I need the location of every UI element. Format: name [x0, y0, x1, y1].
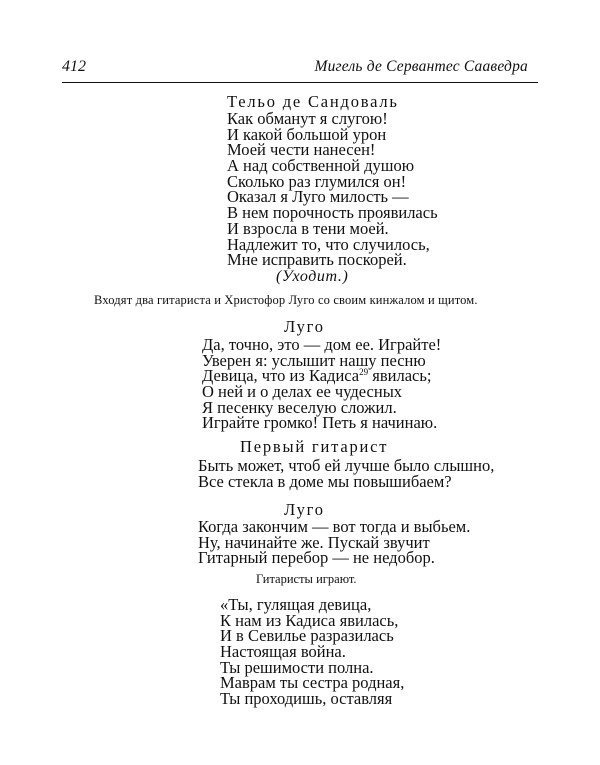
speech-block: [198, 519, 470, 566]
verse-line: Оказал я Луго милость —: [227, 187, 409, 207]
verse-line: И какой большой урон: [227, 124, 387, 144]
verse-line: И в Севилье разразилась: [220, 626, 394, 646]
verse-line: Гитарный перебор — не недобор.: [198, 548, 435, 568]
page-header: [62, 58, 538, 80]
speaker-heading: Луго: [284, 500, 325, 519]
page-number: 412: [62, 58, 86, 75]
verse-line: Быть может, чтоб ей лучше было слышно,: [198, 456, 495, 475]
verse-line: Моей чести нанесен!: [227, 140, 376, 160]
verse-line: «Ты, гулящая девица,: [220, 595, 372, 614]
verse-line: Ты решимости полна.: [220, 657, 374, 677]
speech-block: [202, 337, 441, 431]
running-head: Мигель де Сервантес Сааведра: [314, 58, 528, 75]
stage-direction: Входят два гитариста и Христофор Луго со своим кинжалом и щитом.: [94, 293, 478, 307]
exit-direction: (Уходит.): [276, 268, 349, 285]
verse-line: Как обманут я слугою!: [227, 109, 388, 128]
speaker-heading: Тельо де Сандоваль: [227, 92, 399, 111]
verse-text: Девица, что из Кадиса: [202, 366, 360, 386]
verse-line: Да, точно, это — дом ее. Играйте!: [202, 335, 442, 354]
speech-block: [227, 111, 438, 268]
verse-line: Ну, начинайте же. Пускай звучит: [198, 532, 430, 552]
verse-line: Я песенку веселую сложил.: [202, 397, 397, 417]
verse-line: Сколько раз глумился он!: [227, 171, 407, 191]
stage-direction: Гитаристы играют.: [256, 572, 357, 586]
speaker-heading: Луго: [284, 317, 325, 336]
verse-line: Маврам ты сестра родная,: [220, 673, 405, 693]
verse-line: Играйте громко! Петь я начинаю.: [202, 413, 438, 433]
footnote-mark: 29: [359, 367, 369, 378]
verse-line: А над собственной душою: [227, 156, 415, 176]
verse-line: И взросла в тени моей.: [227, 218, 389, 238]
verse-line: К нам из Кадиса явилась,: [220, 610, 399, 630]
verse-line: Настоящая война.: [220, 642, 346, 662]
verse-line: Все стекла в доме мы повышибаем?: [198, 471, 452, 491]
verse-line: В нем порочность проявилась: [227, 203, 438, 223]
speaker-heading: Первый гитарист: [240, 437, 389, 456]
verse-text: явилась;: [368, 366, 432, 386]
verse-line: Уверен я: услышит нашу песню: [202, 350, 426, 370]
verse-line: Ты проходишь, оставляя: [220, 689, 393, 709]
verse-line: Мне исправить поскорей.: [227, 250, 407, 270]
speech-block: [198, 458, 494, 489]
header-rule: [62, 82, 538, 83]
verse-line: Когда закончим — вот тогда и выбьем.: [198, 517, 471, 536]
verse-line: О ней и о делах ее чудесных: [202, 382, 403, 402]
verse-line: Надлежит то, что случилось,: [227, 234, 430, 254]
song-block: [220, 597, 404, 707]
